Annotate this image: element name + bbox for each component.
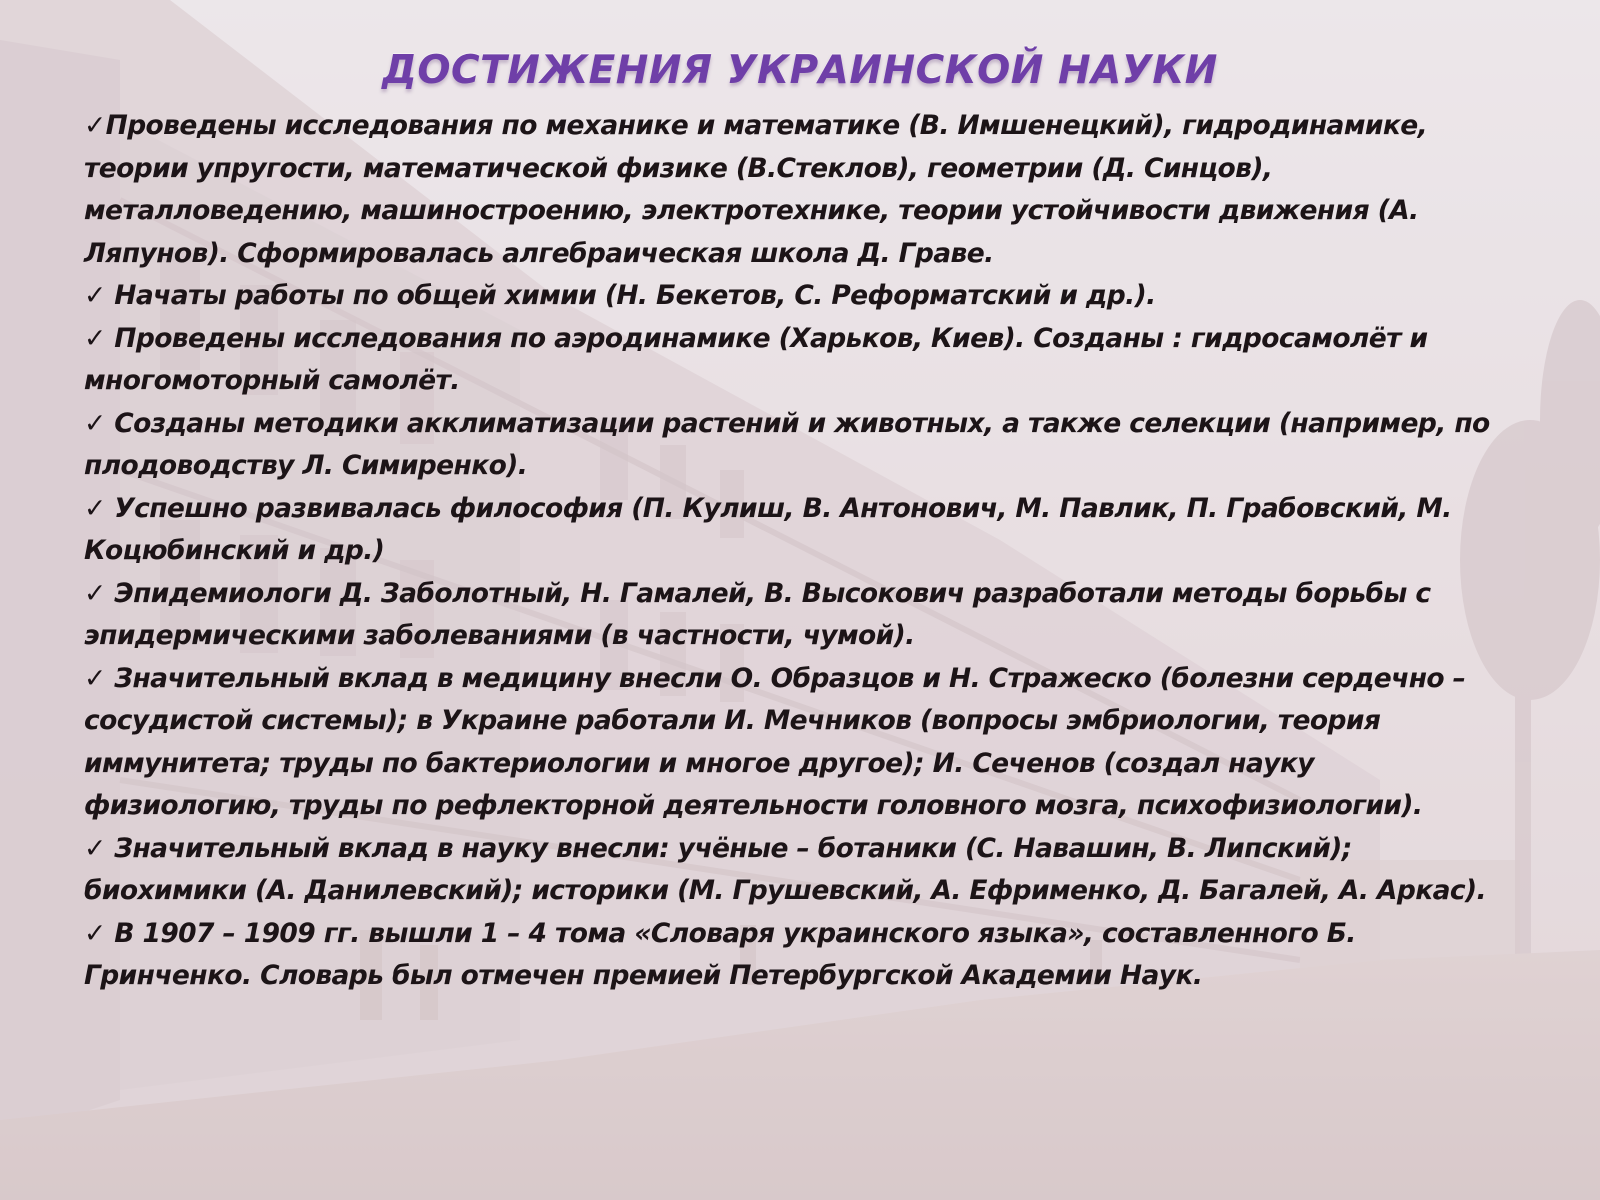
check-icon: ✓ xyxy=(84,407,106,439)
list-item xyxy=(84,318,1504,403)
check-icon: ✓ xyxy=(84,917,106,949)
list-item-text: Эпидемиологи Д. Заболотный, Н. Гамалей, В. Высокович разработали методы борьбы с эпидермическими заболеваниями (в частности, чумой). xyxy=(84,577,1431,651)
slide-title: ДОСТИЖЕНИЯ УКРАИНСКОЙ НАУКИ xyxy=(382,48,1218,93)
check-icon: ✓ xyxy=(84,322,106,354)
check-icon: ✓ xyxy=(84,662,106,694)
list-item xyxy=(84,658,1504,828)
list-item xyxy=(84,275,1504,318)
list-item-text: В 1907 – 1909 гг. вышли 1 – 4 тома «Словаря украинского языка», составленного Б. Гринченко. Словарь был отмечен премией Петербургской Академии Наук. xyxy=(84,917,1356,991)
list-item xyxy=(84,573,1504,658)
check-icon: ✓ xyxy=(84,110,106,141)
list-item xyxy=(84,913,1504,998)
list-item-text: Значительный вклад в медицину внесли О. Образцов и Н. Стражеско (болезни сердечно – сосудистой системы); в Украине работали И. Мечников (вопросы эмбриологии, теория иммунитета; труды по бактериологии и многое другое); И. Сеченов (создал науку физиологию, труды по рефлекторной деятельности головного мозга, психофизиологии). xyxy=(84,662,1466,821)
list-item-text: Проведены исследования по механике и математике (В. Имшенецкий), гидродинамике, теории упругости, математической физике (В.Стеклов), геометрии (Д. Синцов), металловедению, машиностроению, электротехнике, теории устойчивости движения (А. Ляпунов). Сформировалась алгебраическая школа Д. Граве. xyxy=(84,110,1428,269)
list-item xyxy=(84,403,1504,488)
list-item xyxy=(84,488,1504,573)
list-item-text: Начаты работы по общей химии (Н. Бекетов, С. Реформатский и др.). xyxy=(114,280,1156,311)
check-icon: ✓ xyxy=(84,280,106,311)
check-icon: ✓ xyxy=(84,577,106,609)
list-item-text: Успешно развивалась философия (П. Кулиш, В. Антонович, М. Павлик, П. Грабовский, М. Коцюбинский и др.) xyxy=(84,492,1452,566)
list-item-text: Созданы методики акклиматизации растений и животных, а также селекции (например, по плодоводству Л. Симиренко). xyxy=(84,407,1490,481)
list-item-text: Значительный вклад в науку внесли: учёные – ботаники (С. Навашин, В. Липский); биохимики (А. Данилевский); историки (М. Грушевский, А. Ефрименко, Д. Багалей, А. Аркас). xyxy=(84,832,1486,906)
list-item xyxy=(84,105,1504,275)
check-icon: ✓ xyxy=(84,492,106,524)
check-icon: ✓ xyxy=(84,832,106,864)
bullet-list xyxy=(84,105,1504,998)
list-item xyxy=(84,828,1504,913)
list-item-text: Проведены исследования по аэродинамике (Харьков, Киев). Созданы : гидросамолёт и многомоторный самолёт. xyxy=(84,322,1428,396)
